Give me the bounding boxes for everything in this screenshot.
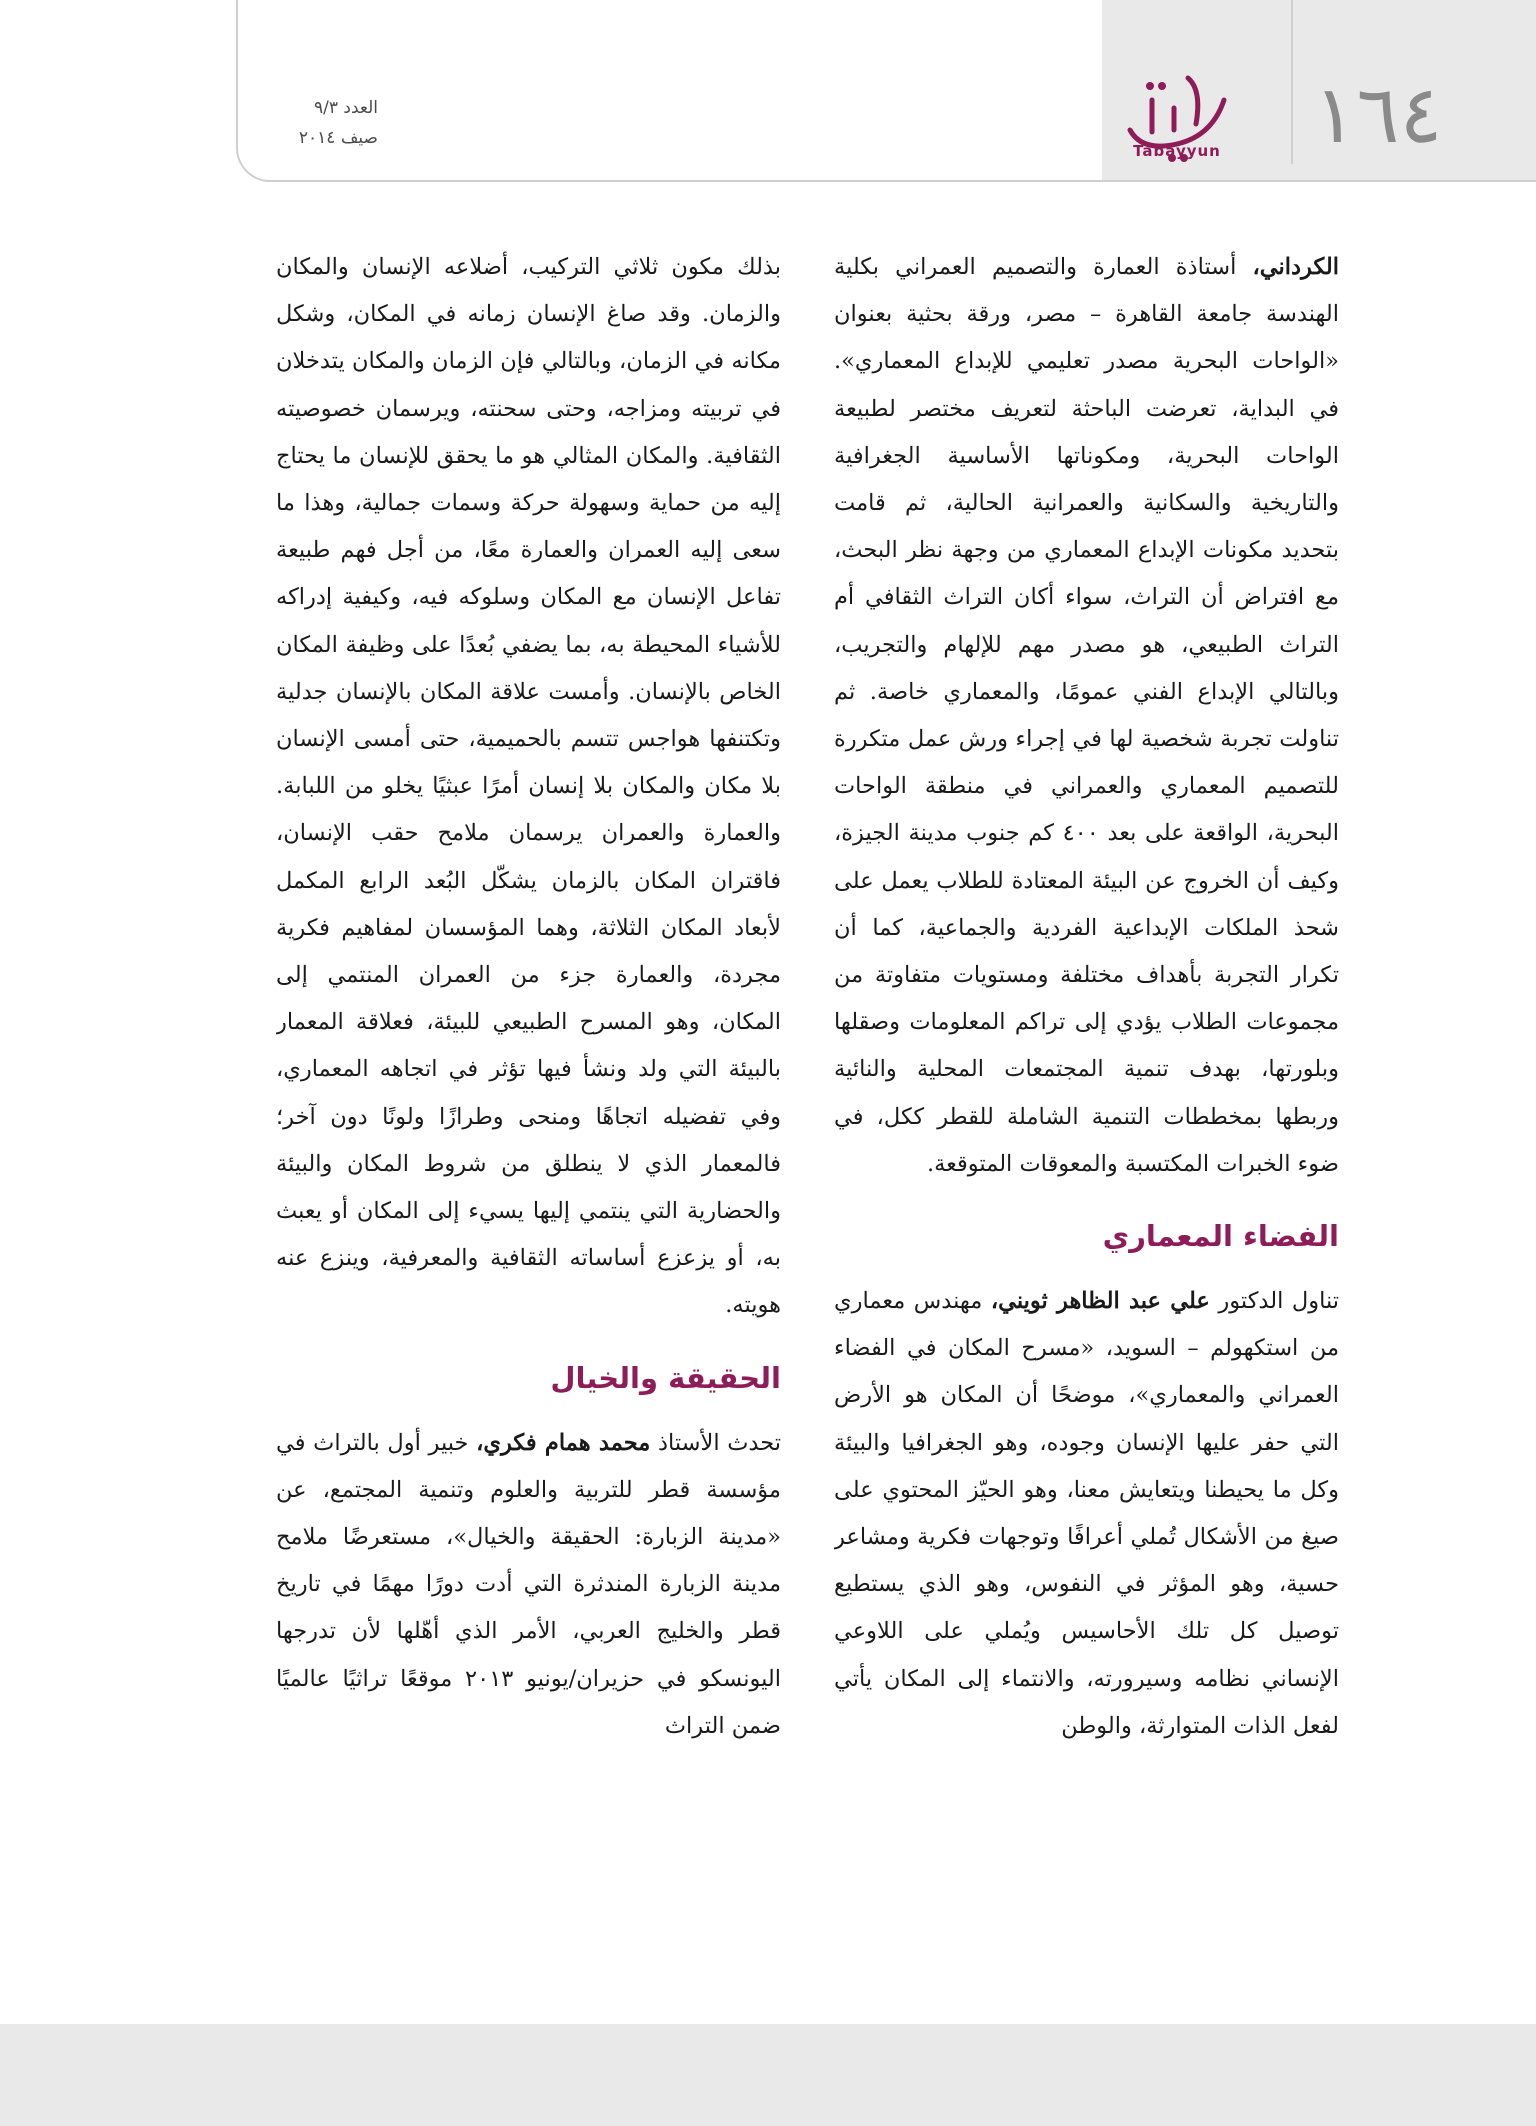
issue-season: صيف ٢٠١٤: [298, 128, 378, 148]
paragraph: [834, 244, 1339, 1188]
section-heading: الفضاء المعماري: [1102, 1219, 1339, 1254]
paragraph: بذلك مكون ثلاثي التركيب، أضلاعه الإنسان والمكان والزمان. وقد صاغ الإنسان زمانه في المكان، وشكل مكانه في الزمان، وبالتالي فإن الزمان والمكان يتدخلان في تربيته ومزاجه، وحتى سحنته، ويرسمان خصوصيته الثقافية. والمكان المثالي هو ما يحقق للإنسان ما يحتاج إليه من حماية وسهولة حركة وسمات جمالية، وهذا ما سعى إليه العمران والعمارة معًا، من أجل فهم طبيعة تفاعل الإنسان مع المكان وسلوكه فيه، وكيفية إدراكه للأشياء المحيطة به، بما يضفي بُعدًا على وظيفة المكان الخاص بالإنسان. وأمست علاقة المكان بالإنسان جدلية وتكتنفها هواجس تتسم بالحميمية، حتى أمسى الإنسان بلا مكان والمكان بلا إنسان أمرًا عبثيًا يخلو من اللبابة. والعمارة والعمران يرسمان ملامح حقب الإنسان، فاقتران المكان بالزمان يشكّل البُعد الرابع المكمل لأبعاد المكان الثلاثة، وهما المؤسسان لمفاهيم فكرية مجردة، والعمارة جزء من العمران المنتمي إلى المكان، وهو المسرح الطبيعي للبيئة، فعلاقة المعمار بالبيئة التي ولد ونشأ فيها تؤثر في اتجاهه المعماري، وفي تفضيله اتجاهًا ومنحى وطرازًا ولونًا دون آخر؛ فالمعمار الذي لا ينطلق من شروط المكان والبيئة والحضارية التي ينتمي إليها يسيء إلى المكان أو يعبث به، أو يزعزع أساساته الثقافية والمعرفية، وينزع عنه هويته.: [276, 254, 781, 1319]
section-heading: الحقيقة والخيال: [550, 1360, 781, 1395]
issue-number: العدد ٩/٣: [313, 98, 378, 118]
paragraph-text: أستاذة العمارة والتصميم العمراني بكلية الهندسة جامعة القاهرة – مصر، ورقة بحثية بعنوان «الواحات البحرية مصدر تعليمي للإبداع المعماري». في البداية، تعرضت الباحثة لتعريف مختصر لطبيعة الواحات البحرية، ومكوناتها الأساسية الجغرافية والتاريخية والسكانية والعمرانية الحالية، ثم قامت بتحديد مكونات الإبداع المعماري من وجهة نظر البحث، مع افتراض أن التراث، سواء أكان التراث الثقافي أم التراث الطبيعي، هو مصدر مهم للإلهام والتجريب، وبالتالي الإبداع الفني عمومًا، والمعماري خاصة. ثم تناولت تجربة شخصية لها في إجراء ورش عمل متكررة للتصميم المعماري والعمراني في منطقة الواحات البحرية، الواقعة على بعد ٤٠٠ كم جنوب مدينة الجيزة، وكيف أن الخروج عن البيئة المعتادة للطلاب يعمل على شحذ الملكات الإبداعية الفردية والجماعية، كما أن تكرار التجربة بأهداف مختلفة ومستويات متفاوتة من مجموعات الطلاب يؤدي إلى تراكم المعلومات وصقلها وبلورتها، بهدف تنمية المجتمعات المحلية والنائية وربطها بمخططات التنمية الشاملة للقطر ككل، في ضوء الخبرات المكتسبة والمعوقات المتوقعة.: [834, 254, 1339, 1177]
left-column: [276, 244, 781, 1944]
logo-latin-text: Tabayyun: [1133, 142, 1221, 160]
footer-bar: [0, 2024, 1536, 2126]
author-name: علي عبد الظاهر ثويني،: [990, 1288, 1210, 1315]
paragraph: [834, 1278, 1339, 1750]
paragraph-lead: تناول الدكتور: [1209, 1288, 1339, 1315]
paragraph-text: مهندس معماري من استكهولم – السويد، «مسرح المكان في الفضاء العمراني والمعماري»، موضحًا أن المكان هو الأرض التي حفر عليها الإنسان وجوده، وهو الجغرافيا والبيئة وكل ما يحيطنا ويتعايش معنا، وهو الحيّز المحتوي على صيغ من الأشكال تُملي أعرافًا وتوجهات فكرية ومشاعر حسية، وهو المؤثر في النفوس، وهو الذي يستطيع توصيل كل تلك الأحاسيس ويُملي على اللاوعي الإنساني نظامه وسيرورته، والانتماء إلى المكان يأتي لفعل الذات المتوارثة، والوطن: [834, 1288, 1339, 1739]
paragraph-text: خبير أول بالتراث في مؤسسة قطر للتربية والعلوم وتنمية المجتمع، عن «مدينة الزبارة: الحقيقة والخيال»، مستعرضًا ملامح مدينة الزبارة المندثرة التي أدت دورًا مهمًا في تاريخ قطر والخليج العربي، الأمر الذي أهّلها لأن تدرجها اليونسكو في حزيران/يونيو ٢٠١٣ موقعًا تراثيًا عالميًا ضمن التراث: [276, 1429, 781, 1739]
paragraph: [276, 1420, 781, 1750]
header-divider: [1291, 0, 1293, 164]
paragraph-lead: تحدث الأستاذ: [650, 1429, 781, 1456]
author-name: محمد همام فكري،: [476, 1429, 651, 1456]
right-column: [834, 244, 1339, 1944]
author-name: الكرداني،: [1252, 254, 1339, 280]
page-number: ١٦٤: [1313, 68, 1443, 161]
